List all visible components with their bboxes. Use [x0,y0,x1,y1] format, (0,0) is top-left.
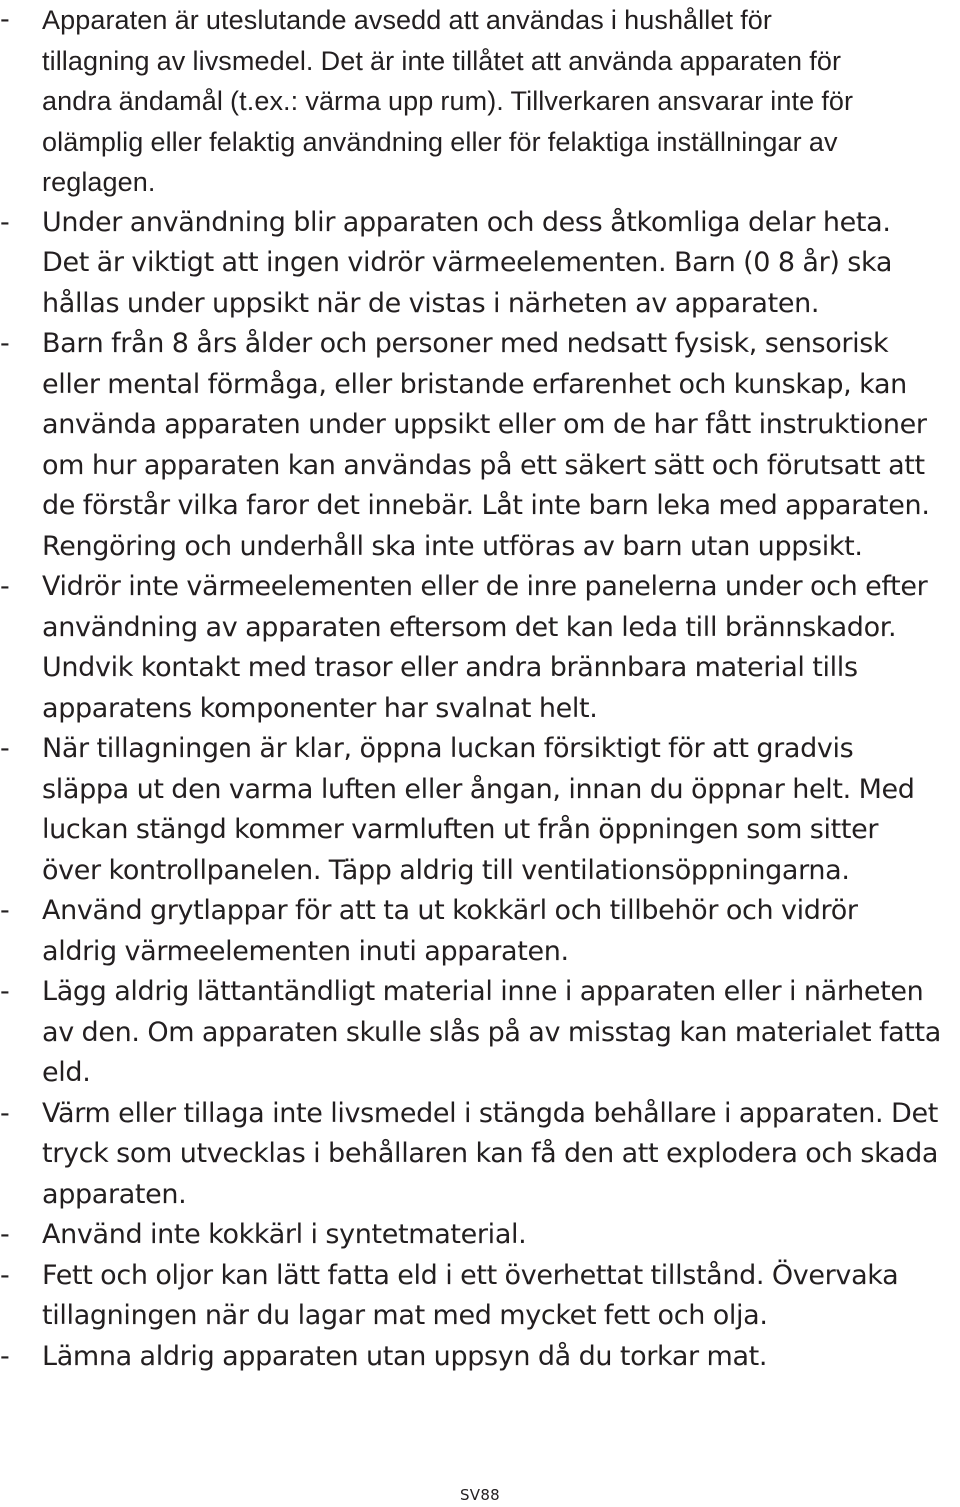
item-line: olämplig eller felaktig användning eller för felaktiga inställningar av [42,126,838,157]
item-line: Vidrör inte värmeelementen eller de inre panelerna under och efter [42,571,928,602]
bullet-dash: - [0,1340,10,1372]
item-line: aldrig värmeelementen inuti apparaten. [42,935,569,967]
item-line: hållas under uppsikt när de vistas i närheten av apparaten. [42,287,820,319]
item-line: Lägg aldrig lättantändligt material inne i apparaten eller i närheten [42,976,924,1007]
item-line: Använd inte kokkärl i syntetmaterial. [42,1219,527,1250]
bullet-dash: - [0,328,10,359]
item-line: Fett och oljor kan lätt fatta eld i ett överhettat tillstånd. Övervaka [42,1259,899,1291]
item-line: de förstår vilka faror det innebär. Låt inte barn leka med apparaten. [42,490,930,521]
item-line: Undvik kontakt med trasor eller andra brännbara material tills [42,652,858,683]
list-item [0,203,960,325]
list-item [0,1215,960,1256]
bullet-dash: - [0,976,10,1007]
item-line: Under användning blir apparaten och dess åtkomliga delar heta. [42,206,891,238]
list-item [0,1256,960,1337]
bullet-dash: - [0,1259,10,1291]
item-line: andra ändamål (t.ex.: värma upp rum). Tillverkaren ansvarar inte för [42,86,854,116]
item-line: om hur apparaten kan användas på ett säkert sätt och förutsatt att [42,449,925,481]
bullet-dash: - [0,895,10,926]
item-line: apparaten. [42,1178,187,1210]
item-line: tillagning av livsmedel. Det är inte tillåtet att använda apparaten för [42,45,842,76]
list-item [0,729,960,891]
item-line: eller mental förmåga, eller bristande erfarenhet och kunskap, kan [42,368,907,400]
item-line: tryck som utvecklas i behållaren kan få den att explodera och skada [42,1138,939,1169]
list-item [0,0,960,203]
item-line: Värm eller tillaga inte livsmedel i stängda behållare i apparaten. Det [42,1097,938,1129]
bullet-dash: - [0,1097,10,1129]
item-line: över kontrollpanelen. Täpp aldrig till ventilationsöppningarna. [42,854,850,886]
bullet-dash: - [0,733,10,764]
item-line: Det är viktigt att ingen vidrör värmeelementen. Barn (0 8 år) ska [42,247,893,278]
list-item [0,972,960,1094]
item-line: tillagningen när du lagar mat med mycket fett och olja. [42,1300,768,1331]
list-item [0,1337,960,1378]
item-line: Apparaten är uteslutande avsedd att användas i hushållet för [42,5,772,35]
item-line: av den. Om apparaten skulle slås på av misstag kan materialet fatta [42,1016,941,1048]
page-number: SV88 [459,1486,501,1504]
item-line: eld. [42,1057,91,1088]
bullet-dash: - [0,4,10,35]
item-line: När tillagningen är klar, öppna luckan försiktigt för att gradvis [42,733,854,764]
item-line: Använd grytlappar för att ta ut kokkärl och tillbehör och vidrör [42,895,858,926]
list-item [0,1094,960,1216]
bullet-dash: - [0,1219,10,1250]
bullet-dash: - [0,571,10,602]
item-line: Lämna aldrig apparaten utan uppsyn då du torkar mat. [42,1340,768,1372]
item-line: använda apparaten under uppsikt eller om de har fått instruktioner [42,409,927,440]
item-line: apparatens komponenter har svalnat helt. [42,692,598,724]
item-line: användning av apparaten eftersom det kan leda till brännskador. [42,611,897,643]
list-item [0,891,960,972]
item-line: Barn från 8 års ålder och personer med nedsatt fysisk, sensorisk [42,328,889,359]
item-line: släppa ut den varma luften eller ångan, innan du öppnar helt. Med [42,773,915,805]
list-item [0,324,960,567]
item-line: reglagen. [42,167,156,197]
list-item [0,567,960,729]
item-line: Rengöring och underhåll ska inte utföras av barn utan uppsikt. [42,530,863,562]
item-line: luckan stängd kommer varmluften ut från öppningen som sitter [42,814,879,845]
bullet-dash: - [0,206,10,238]
